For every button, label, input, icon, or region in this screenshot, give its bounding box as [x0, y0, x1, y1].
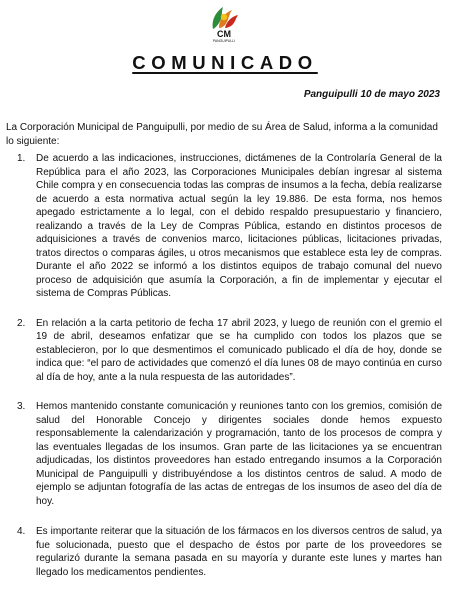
list-item	[0, 317, 450, 385]
list-item-number: 4.	[17, 526, 26, 537]
list-item-text: En relación a la carta petitorio de fecha 17 abril 2023, y luego de reunión con el gremio el 19 de abril, deseamos enfatizar que se ha cumplido con todos los plazos que se establecieron, por lo que desmentimos el comunicado publicado el día de hoy, donde se indica que: “el paro de actividades que comenzó el día lunes 08 de mayo continúa en curso al día de hoy, ante a la nula respuesta de las autoridades”.	[36, 317, 442, 383]
logo-text: CM	[217, 29, 231, 39]
statement-list	[0, 152, 450, 579]
logo-subtext: PANGUIPULLI	[212, 39, 236, 43]
list-item-text: Es importante reiterar que la situación de los fármacos en los diversos centros de salud, ya fue solucionada, puesto que el despacho de éstos por parte de los proveedores se regularizó durante la semana pasada en su mayoría y durante este lunes y martes han llegado los medicamentos pendientes.	[36, 526, 442, 578]
list-item-number: 2.	[17, 317, 26, 329]
list-item-text: Hemos mantenido constante comunicación y reuniones tanto con los gremios, comisión de salud del Honorable Concejo y dirigentes sociales donde hemos expuesto responsablemente la calendarización y programación, tanto de los procesos de compra y las eventuales llegadas de los insumos. Gran parte de las licitaciones ya se encuentran adjudicadas, los distintos proveedores han estado entregando insumos a la Corporación Municipal de Panguipulli y distribuyéndose a los distintos centros de salud. A modo de ejemplo se adjuntan fotografía de las actas de entregas de los insumos de aseo del día de hoy.	[36, 401, 442, 507]
list-item-number: 3.	[17, 401, 26, 412]
list-item-number: 1.	[17, 153, 26, 164]
title-text: COMUNICADO	[132, 52, 318, 73]
list-item	[0, 152, 450, 301]
list-item-text: De acuerdo a las indicaciones, instrucciones, dictámenes de la Controlaría General de la República para el año 2023, las Corporaciones Municipales debían ingresar al sistema Chile compra y en consecuencia todas las compras de insumos a la fecha, debía realizarse de acuerdo a esta normativa actual según la ley 19.886. De esta forma, nos hemos apegado estrictamente a lo legal, con el debido respaldo presupuestario y financiero, realizando a través de la Ley de Compras Pública, estando en distintos procesos de adquisiciones a través de convenios marco, licitaciones públicas, licitaciones privadas, tratos directos o comparas ágiles, u otros mecanismos que establece esta ley de compras. Durante el año 2022 se informó a los distintos equipos de trabajo comunal del nuevo proceso de adquisición que asumía la Corporación, a fin de implementar y ejecutar el sistema de Compras Públicas.	[36, 153, 442, 299]
list-item	[0, 400, 450, 508]
page-title	[0, 52, 450, 74]
intro-paragraph: La Corporación Municipal de Panguipulli, por medio de su Área de Salud, informa a la comunidad lo siguiente:	[6, 122, 438, 147]
cm-logo-icon	[207, 3, 241, 43]
document-date: Panguipulli 10 de mayo 2023	[303, 89, 440, 100]
list-item	[0, 525, 450, 579]
